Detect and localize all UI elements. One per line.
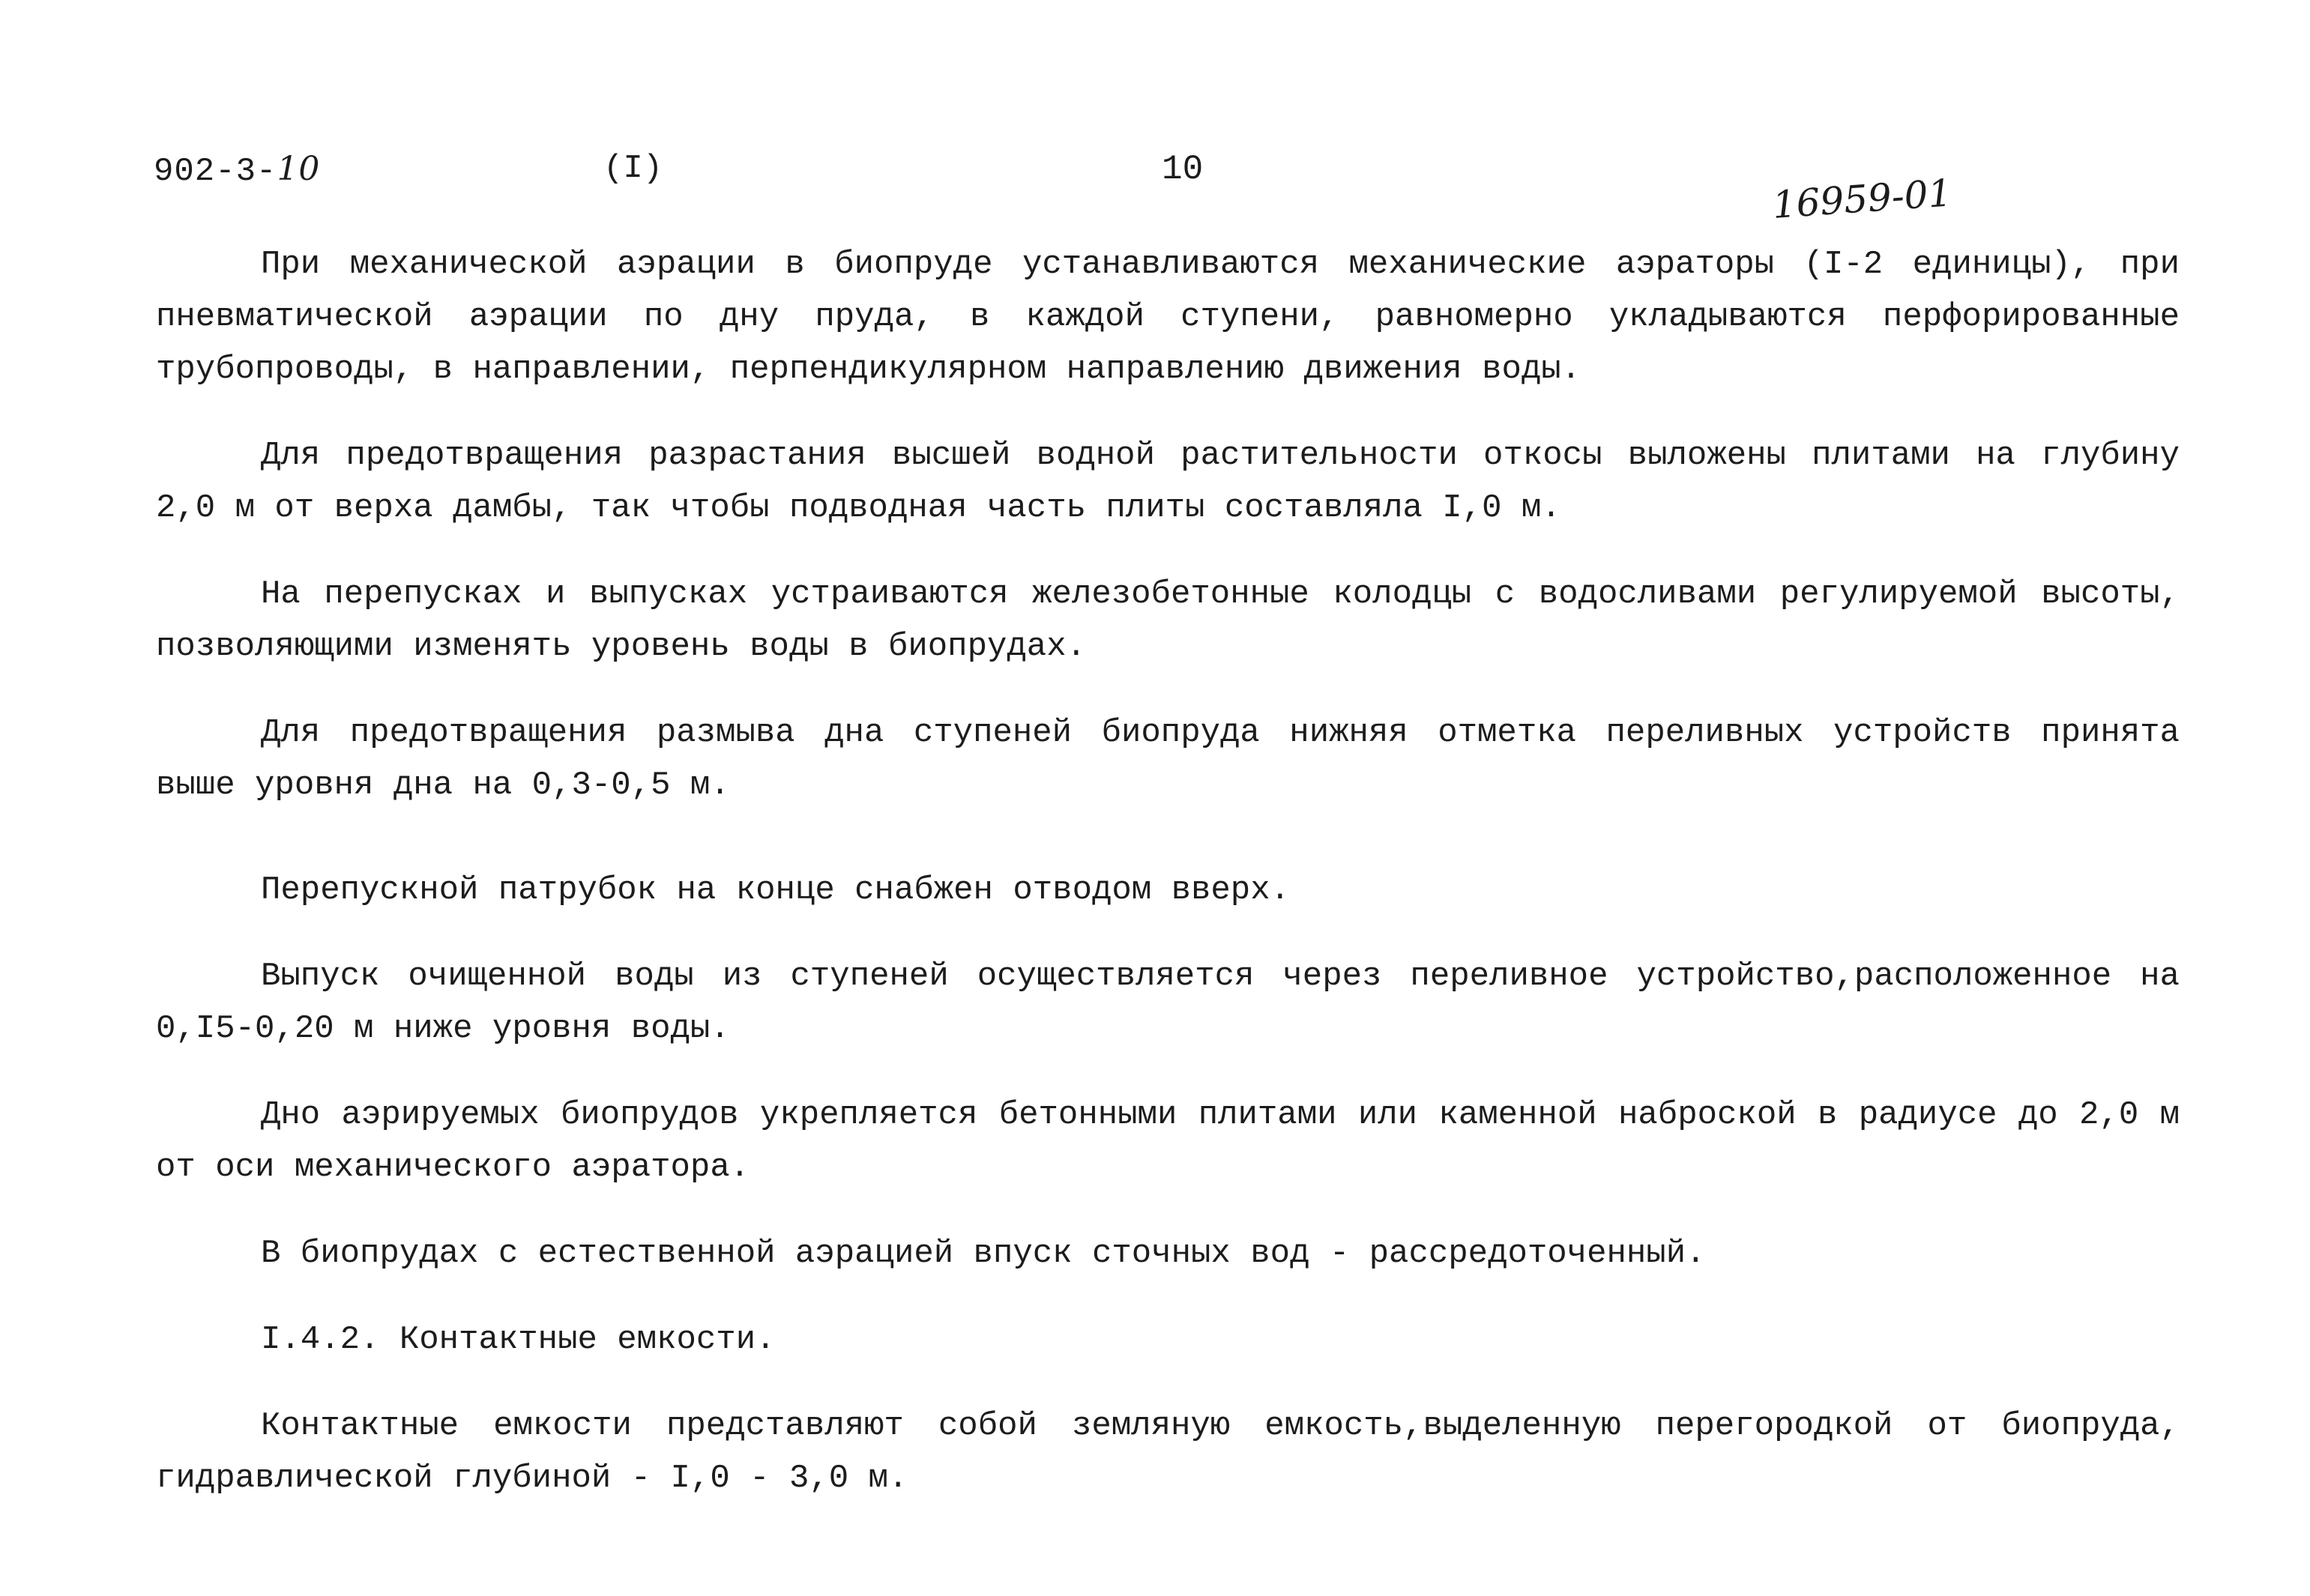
archive-number: 16959-01 xyxy=(1770,171,1954,227)
section-heading: I.4.2. Контактные емкости. xyxy=(261,1321,776,1358)
page-number: 10 xyxy=(1162,150,1204,189)
paragraph-aeration: При механической аэрации в биопруде устанавливаются механические аэраторы (I-2 единицы), при пневматической аэрации по дну пруда, в каждой ступени, равномерно укладываются перфорированные трубопроводы, в направлении, перпендикулярном направлению движения воды. xyxy=(156,246,2180,388)
paragraph-contact-tanks: Контактные емкости представляют собой земляную емкость,выделенную перегородкой от биопруда, гидравлической глубиной - I,0 - 3,0 м. xyxy=(156,1407,2180,1497)
document-code-prefix: 902-3- xyxy=(154,153,277,190)
document-body xyxy=(156,238,2180,1538)
paragraph-outlet: Выпуск очищенной воды из ступеней осуществляется через переливное устройство,расположенное на 0,I5-0,20 м ниже уровня воды. xyxy=(156,958,2180,1048)
part-number: (I) xyxy=(603,150,663,187)
document-code-handwritten: 10 xyxy=(277,150,321,188)
paragraph-bottom: Дно аэрируемых биопрудов укрепляется бетонными плитами или каменной наброской в радиусе до 2,0 м от оси механического аэратора. xyxy=(156,1096,2180,1186)
paragraph-erosion: Для предотвращения размыва дна ступеней биопруда нижняя отметка переливных устройств принята выше уровня дна на 0,3-0,5 м. xyxy=(156,714,2180,804)
paragraph-wells: На перепусках и выпусках устраиваются железобетонные колодцы с водосливами регулируемой высоты, позволяющими изменять уровень воды в биопрудах. xyxy=(156,575,2180,665)
paragraph-natural-aeration: В биопрудах с естественной аэрацией впуск сточных вод - рассредоточенный. xyxy=(261,1235,1706,1272)
paragraph-bypass-pipe: Перепускной патрубок на конце снабжен отводом вверх. xyxy=(261,871,1291,909)
document-code xyxy=(154,150,320,190)
paragraph-slopes: Для предотвращения разрастания высшей водной растительности откосы выложены плитами на глубину 2,0 м от верха дамбы, так чтобы подводная часть плиты составляла I,0 м. xyxy=(156,437,2180,527)
